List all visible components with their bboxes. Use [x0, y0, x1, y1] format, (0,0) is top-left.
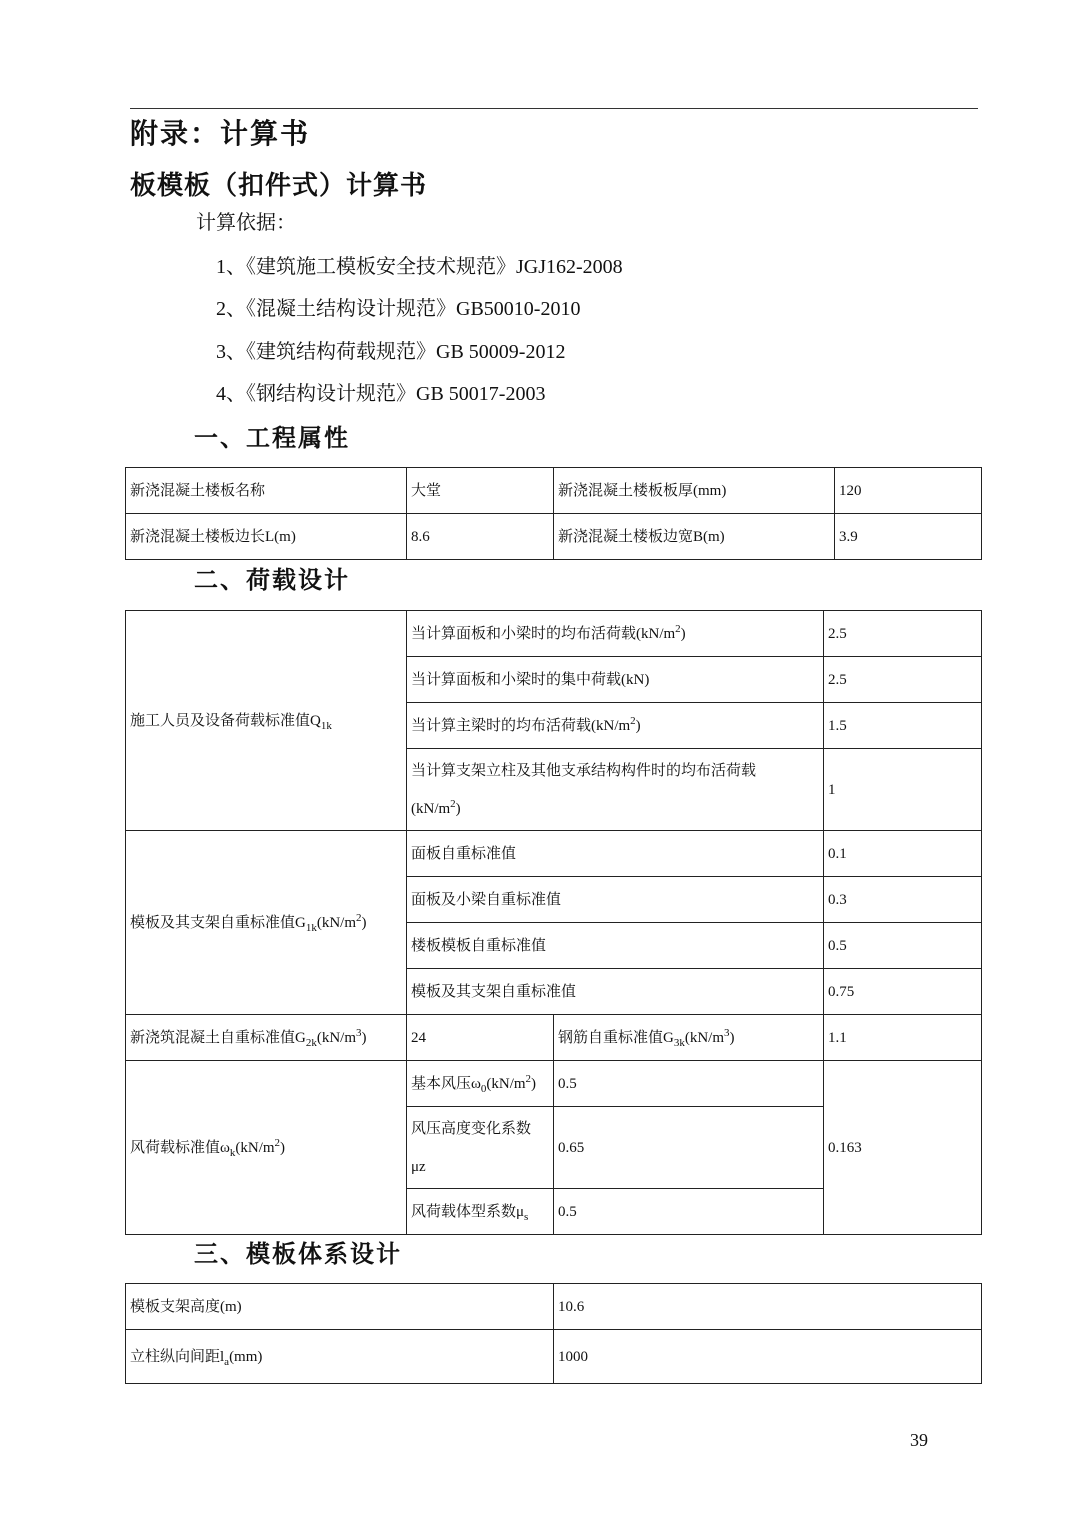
basis-ref-1: 1、《建筑施工模板安全技术规范》JGJ162-2008 — [216, 256, 623, 278]
table-row — [126, 1284, 982, 1330]
table-cell: 0.5 — [824, 923, 982, 969]
unit-close: ) — [531, 1075, 537, 1092]
table-cell: 面板及小梁自重标准值 — [407, 877, 824, 923]
wind-total-cell: 0.163 — [824, 1061, 982, 1235]
g2k-sub: 2k — [305, 1036, 317, 1049]
row-label: 立柱纵向间距l — [130, 1348, 225, 1365]
g3k-label-cell — [554, 1015, 824, 1061]
basis-label: 计算依据： — [196, 212, 296, 234]
g3k-sub: 3k — [673, 1036, 685, 1049]
unit-sup: 2 — [630, 714, 636, 727]
w0-label-cell — [407, 1061, 554, 1107]
g1k-sub: 1k — [305, 921, 317, 934]
q1k-item-label: 当计算主梁时的均布活荷载(kN/m — [411, 717, 631, 734]
uz-label: 风压高度变化系数 — [411, 1120, 532, 1137]
q1k-label: 施工人员及设备荷载标准值Q — [130, 712, 321, 729]
w0-label: 基本风压ω — [411, 1075, 481, 1092]
q1k-item-label: 当计算面板和小梁时的均布活荷载(kN/m — [411, 625, 676, 642]
g1k-unit: (kN/m — [316, 914, 357, 931]
table-cell: 1 — [824, 749, 982, 831]
table-cell — [407, 749, 824, 831]
unit-sup: 2 — [274, 1136, 281, 1149]
table-cell — [407, 703, 824, 749]
table-cell — [126, 1330, 554, 1384]
q1k-item-label: 当计算支架立柱及其他支承结构构件时的均布活荷载 — [411, 762, 757, 779]
page-number: 39 — [910, 1430, 928, 1450]
w0-sub: 0 — [480, 1082, 487, 1095]
document-title: 板模板（扣件式）计算书 — [130, 171, 428, 200]
table-cell: 0.5 — [554, 1061, 824, 1107]
row-sub: a — [224, 1355, 230, 1368]
table-row — [126, 1330, 982, 1384]
table-cell: 8.6 — [407, 514, 554, 560]
table-cell: 当计算面板和小梁时的集中荷载(kN) — [407, 657, 824, 703]
table-cell: 0.1 — [824, 831, 982, 877]
table-row — [126, 1061, 982, 1107]
table-row — [126, 1015, 982, 1061]
basis-ref-3: 3、《建筑结构荷载规范》GB 50009-2012 — [216, 341, 566, 363]
q1k-item-label-2: (kN/m — [411, 800, 451, 817]
wind-label: 风荷载标准值ω — [130, 1139, 230, 1156]
table-cell: 0.5 — [554, 1189, 824, 1235]
table-cell: 新浇混凝土楼板边宽B(m) — [554, 514, 835, 560]
us-label-cell — [407, 1189, 554, 1235]
unit-sup: 2 — [356, 911, 362, 924]
uz-label-2: μz — [411, 1158, 426, 1175]
section-2-title: 二、荷载设计 — [194, 568, 350, 594]
g2k-label-cell — [126, 1015, 407, 1061]
unit-close: ) — [635, 717, 641, 734]
g1k-label-cell — [126, 831, 407, 1015]
table-cell: 新浇混凝土楼板边长L(m) — [126, 514, 407, 560]
table-cell: 1.5 — [824, 703, 982, 749]
unit-sup: 2 — [525, 1072, 532, 1085]
table-cell: 0.3 — [824, 877, 982, 923]
wind-label-cell — [126, 1061, 407, 1235]
unit-sup: 3 — [356, 1026, 362, 1039]
table-cell: 新浇混凝土楼板板厚(mm) — [554, 468, 835, 514]
table-cell: 0.75 — [824, 969, 982, 1015]
unit-close: ) — [361, 914, 367, 931]
table-cell: 面板自重标准值 — [407, 831, 824, 877]
wind-sub: k — [229, 1146, 236, 1159]
table-cell: 楼板模板自重标准值 — [407, 923, 824, 969]
section-1-title: 一、工程属性 — [194, 426, 350, 452]
unit-close: ) — [280, 1139, 286, 1156]
table-cell: 1000 — [554, 1330, 982, 1384]
table-row — [126, 468, 982, 514]
unit-close: ) — [680, 625, 686, 642]
g3k-label: 钢筋自重标准值G — [558, 1029, 674, 1046]
table-cell: 3.9 — [835, 514, 982, 560]
table-row — [126, 611, 982, 657]
table-row — [126, 514, 982, 560]
table-cell — [407, 611, 824, 657]
row-unit: (mm) — [229, 1348, 263, 1365]
header-rule — [130, 108, 978, 109]
table-cell: 大堂 — [407, 468, 554, 514]
table-cell: 2.5 — [824, 611, 982, 657]
appendix-title: 附录：计算书 — [130, 119, 311, 150]
load-design-table — [125, 610, 982, 1235]
table-cell: 24 — [407, 1015, 554, 1061]
table-cell: 2.5 — [824, 657, 982, 703]
basis-ref-4: 4、《钢结构设计规范》GB 50017-2003 — [216, 383, 546, 405]
us-label: 风荷载体型系数μ — [411, 1203, 525, 1220]
table-row — [126, 831, 982, 877]
project-properties-table — [125, 467, 982, 560]
g3k-unit: (kN/m — [684, 1029, 725, 1046]
g1k-label: 模板及其支架自重标准值G — [130, 914, 306, 931]
table-cell: 1.1 — [824, 1015, 982, 1061]
uz-label-cell — [407, 1107, 554, 1189]
q1k-sub: 1k — [320, 719, 332, 732]
q1k-label-cell — [126, 611, 407, 831]
unit-sup: 3 — [724, 1026, 730, 1039]
unit-close: ) — [361, 1029, 367, 1046]
table-cell: 0.65 — [554, 1107, 824, 1189]
unit-close: ) — [729, 1029, 735, 1046]
g2k-unit: (kN/m — [316, 1029, 357, 1046]
table-cell: 模板及其支架自重标准值 — [407, 969, 824, 1015]
us-sub: s — [524, 1210, 529, 1223]
table-cell: 模板支架高度(m) — [126, 1284, 554, 1330]
wind-unit: (kN/m — [235, 1139, 275, 1156]
section-3-title: 三、模板体系设计 — [194, 1242, 402, 1268]
unit-close: ) — [455, 800, 461, 817]
w0-unit: (kN/m — [486, 1075, 526, 1092]
unit-sup: 2 — [450, 797, 456, 810]
table-cell: 新浇混凝土楼板名称 — [126, 468, 407, 514]
unit-sup: 2 — [675, 622, 681, 635]
basis-ref-2: 2、《混凝土结构设计规范》GB50010-2010 — [216, 298, 581, 320]
formwork-system-table — [125, 1283, 982, 1384]
g2k-label: 新浇筑混凝土自重标准值G — [130, 1029, 306, 1046]
table-cell: 120 — [835, 468, 982, 514]
table-cell: 10.6 — [554, 1284, 982, 1330]
